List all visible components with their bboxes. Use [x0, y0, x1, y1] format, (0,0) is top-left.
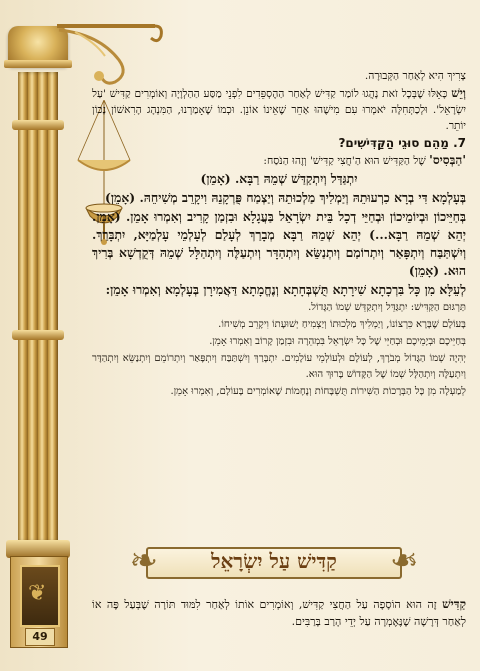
- prayer-line: לְעֵלָּא מִן כָּל בִּרְכָתָא שִׁירָתָא תֻּשְׁבְּחָתָא וְנֶחֱמָתָא דַּאֲמִירָן בְּעָלְמָא וְאִמְרוּ אָמֵן:: [105, 282, 466, 297]
- column-shaft: [18, 72, 58, 542]
- paragraph-text: כָּאֵלּוּ שֶׁבְּכָל זֹאת נָהֲגוּ לוֹמַר קַדִּישׁ לְאַחַר הַהֶסְפֵּדִים לִפְנֵי מַסַּע הַהַלְוָיָה וְאוֹמְרִים קַדִּישׁ 'עַל יִשְׂרָאֵל'. וּלְכַתְּחִלָּה יֹאמְרוּ עִם מִישֶׁהוּ אַחֵר שֶׁאֵינוֹ אוֹנֵן. וּכְמוֹ שֶׁאָמַרְנוּ, הַמִּנְהָג הָרִאשׁוֹן נָכוֹן יוֹתֵר.: [92, 88, 466, 132]
- lead-word: 'הַבְּסִיס': [429, 153, 466, 167]
- prayer-line: יִתְגַּדַּל וְיִתְקַדַּשׁ שְׁמֵהּ רַבָּא. (אָמֵן): [200, 171, 358, 186]
- banner-title: קַדִּישׁ עַל יִשְׂרָאֵל: [211, 549, 337, 573]
- translation-line: לְמַעְלָה מִן כָּל הַבְּרָכוֹת הַשִּׁירוֹת תֻּשְׁבָּחוֹת וְנֶחָמוֹת שֶׁאוֹמְרִים בָּעוֹלָם, וְאִמְרוּ אָמֵן.: [170, 386, 466, 397]
- lead-word: קַדִּישׁ: [442, 597, 466, 611]
- prayer-line: בְּעָלְמָא דִּי בְרָא כִרְעוּתֵהּ וְיַמְלִיךְ מַלְכוּתֵהּ וְיַצְמַח פֻּרְקָנֵהּ וִיקָרֵב מְשִׁיחֵהּ. (אָמֵן): [104, 190, 466, 205]
- main-text: [92, 68, 466, 401]
- prayer-line: בְּחַיֵּיכוֹן וּבְיוֹמֵיכוֹן וּבְחַיֵּי דְכָל בֵּית יִשְׂרָאֵל בַּעֲגָלָא וּבִזְמַן קָרִיב וְאִמְרוּ אָמֵן. (אָמֵן. יְהֵא שְׁמֵהּ רַבָּא...) יְהֵא שְׁמֵהּ רַבָּא מְבָרַךְ לְעָלַם לְעָלְמֵי עָלְמַיָּא, יִתְבָּרַךְ. וְיִשְׁתַּבַּח וְיִתְפָּאַר וְיִתְרוֹמַם וְיִתְנַשֵּׂא וְיִתְהַדָּר וְיִתְעַלֶּה וְיִתְהַלָּל שְׁמֵהּ דְּקֻדְשָׁא בְּרִיךְ הוּא. (אָמֵן): [92, 209, 466, 278]
- translation-line: בָּעוֹלָם שֶׁבָּרָא כִּרְצוֹנוֹ, וְיַמְלִיךְ מַלְכוּתוֹ וְיַצְמִיחַ יְשׁוּעָתוֹ וִיקָרֵב מְשִׁיחוֹ.: [218, 319, 466, 330]
- closing-paragraph: [92, 596, 466, 630]
- translation-line: יְהִיֶה שְׁמוֹ הַגָּדוֹל מְבֹרָךְ, לְעוֹלָם וּלְעוֹלְמֵי עוֹלָמִים. יִתְבָּרַךְ וְיִשְׁתַּבַּח וְיִתְפָּאַר וְיִתְרוֹמֵם וְיִתְנַשֵּׂא וְיִתְהַדָּר וְיִתְעַלֶּה וְיִתְהַלָּל שְׁמוֹ שֶׁל הַקָּדוֹשׁ בָּרוּךְ הוּא.: [92, 353, 466, 380]
- paragraph-text: זֶה הוּא הוֹסָפָה עַל הַחֲצִי קַדִּישׁ, וְאוֹמְרִים אוֹתוֹ לְאַחַר לִמּוּד תּוֹרָה שֶׁבְּעַל פֶּה אוֹ לְאַחַר דְּרָשָׁה שֶׁנֶּאֶמְרָה עַל יְדֵי הָרַב בָּרַבִּים.: [92, 598, 466, 628]
- column-ring: [12, 330, 64, 340]
- paragraph: צָרִיךְ הִיא לְאַחַר הַקְּבוּרָה.: [364, 70, 466, 82]
- column-ring: [12, 120, 64, 130]
- scroll-ornament-icon: ❧: [129, 541, 158, 581]
- section-heading: 7. מַהֵם סוּגֵי הַקַּדִּישִׁים?: [338, 136, 466, 150]
- section-banner: [124, 535, 424, 587]
- lead-word: וְיֵשׁ: [451, 86, 466, 100]
- ornamental-column: [8, 0, 68, 671]
- page-number: 49: [25, 628, 55, 646]
- scroll-ornament-icon: ❧: [390, 541, 419, 581]
- column-pedestal: [10, 556, 68, 648]
- translation-line: תַּרְגּוּם הַקַּדִּישׁ: יִתְגַּדֵּל וְיִתְקַדֵּשׁ שְׁמוֹ הַגָּדוֹל.: [308, 302, 466, 313]
- paragraph-text: שֶׁל הַקַּדִּישׁ הוּא הַ'חֲצִי קַדִּישׁ' וְזֶהוּ הַנֹּסַח:: [263, 155, 430, 167]
- paragraph: [92, 85, 466, 134]
- pedestal-ornament-icon: [20, 565, 60, 627]
- paragraph: [92, 152, 466, 169]
- translation-line: בְּחַיֵּיכֶם וּבְיָמֵיכֶם וּבְחַיֵּי שֶׁל כָּל יִשְׂרָאֵל בִּמְהֵרָה וּבִזְמַן קָרוֹב וְאִמְרוּ אָמֵן.: [209, 336, 466, 347]
